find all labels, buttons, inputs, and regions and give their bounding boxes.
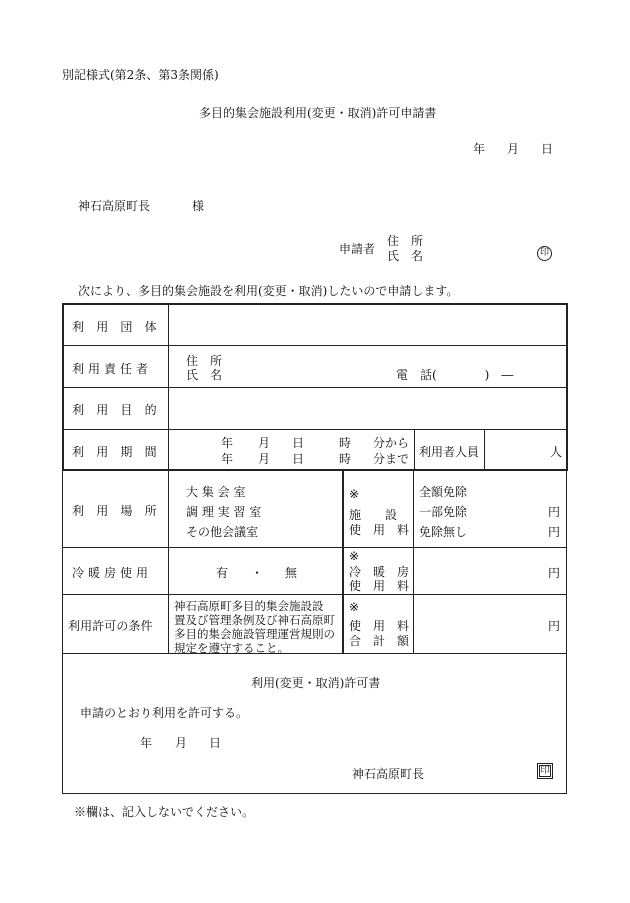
page-title: 多目的集会施設利用(変更・取消)許可申請書 [199,106,437,120]
label-place: 利 用 場 所 [72,504,157,518]
label-organization: 利 用 団 体 [72,320,157,334]
period-from-hour: 時 [339,436,352,450]
place-option-other[interactable]: その他会議室 [186,525,259,539]
conditions-line-1: 神石高原町多目的集会施設設 [174,599,324,613]
responsible-person-field[interactable] [170,347,565,386]
user-count-unit: 人 [550,445,563,459]
exemption-full[interactable]: 全額免除 [419,485,468,499]
period-to-hour: 時 [339,452,352,466]
applicant-seal-icon: 印 [537,246,552,261]
applicant-address-label: 住 所 [387,234,424,248]
label-period: 利 用 期 間 [72,445,157,459]
addressee-honorific: 様 [192,199,205,213]
exemption-none[interactable]: 免除無し [419,525,468,539]
permit-title: 利用(変更・取消)許可書 [251,676,381,690]
total-fee-yen: 円 [548,619,561,633]
ac-fee-label-1: 冷 暖 房 [349,565,410,579]
applicant-label: 申請者 [339,242,376,256]
period-to-year: 年 [221,452,234,466]
footer-note: ※欄は、記入しないでください。 [74,805,255,819]
facility-fee-label-2: 使 用 料 [349,523,410,537]
date-year: 年 [473,142,486,156]
ac-separator: ・ [251,566,264,580]
permit-text: 申請のとおり利用を許可する。 [80,706,249,720]
conditions-line-3: 多目的集会施設管理運営規則の [174,627,335,641]
label-purpose: 利 用 目 的 [72,403,157,417]
person-phone-label: 電 話( ) ― [396,368,514,382]
permit-date-year: 年 [140,736,153,750]
period-to-month: 月 [258,452,271,466]
applicant-name-label: 氏 名 [387,249,424,263]
conditions-line-2: 置及び管理条例及び神石高原町 [174,613,335,627]
label-user-count: 利用者人員 [419,445,480,459]
place-option-kitchen[interactable]: 調 理 実 習 室 [186,505,262,519]
label-responsible-person: 利 用 責 任 者 [72,362,149,376]
exemption-partial-yen: 円 [548,505,561,519]
period-from-month: 月 [258,436,271,450]
conditions-line-4: 規定を遵守すること。 [174,641,289,655]
ac-yes-option[interactable]: 有 [216,566,229,580]
organization-field[interactable] [170,306,565,344]
permit-date-month: 月 [175,736,188,750]
period-from-year: 年 [221,436,234,450]
total-fee-label-2: 合 計 額 [349,634,410,648]
total-fee-label-1: 使 用 料 [349,619,410,633]
permit-mayor: 神石高原町長 [352,767,425,781]
intro-text: 次により、多目的集会施設を利用(変更・取消)したいので申請します。 [78,284,459,298]
permit-date-day: 日 [209,736,222,750]
period-from-minute: 分から [373,436,410,450]
label-permit-conditions: 利用許可の条件 [68,619,153,633]
mayor-seal-icon: 印 [537,763,553,779]
addressee-name: 神石高原町長 [78,199,151,213]
purpose-field[interactable] [170,389,565,428]
ac-fee-mark: ※ [349,549,360,563]
date-month: 月 [507,142,520,156]
facility-fee-label-1: 施 設 [349,508,398,522]
label-air-conditioning: 冷 暖 房 使 用 [72,566,149,580]
person-name-label: 氏 名 [186,368,223,382]
exemption-partial[interactable]: 一部免除 [419,505,468,519]
ac-fee-yen: 円 [548,566,561,580]
user-count-field[interactable] [486,431,546,469]
person-address-label: 住 所 [186,354,223,368]
exemption-none-yen: 円 [548,525,561,539]
period-to-minute: 分まで [373,452,410,466]
facility-fee-mark: ※ [349,487,360,501]
date-day: 日 [541,142,554,156]
place-option-hall[interactable]: 大 集 会 室 [186,485,246,499]
total-fee-mark: ※ [349,600,360,614]
period-from-day: 日 [292,436,305,450]
ac-no-option[interactable]: 無 [285,566,298,580]
form-reference: 別記様式(第2条、第3条関係) [62,68,219,82]
period-to-day: 日 [292,452,305,466]
ac-fee-label-2: 使 用 料 [349,579,410,593]
